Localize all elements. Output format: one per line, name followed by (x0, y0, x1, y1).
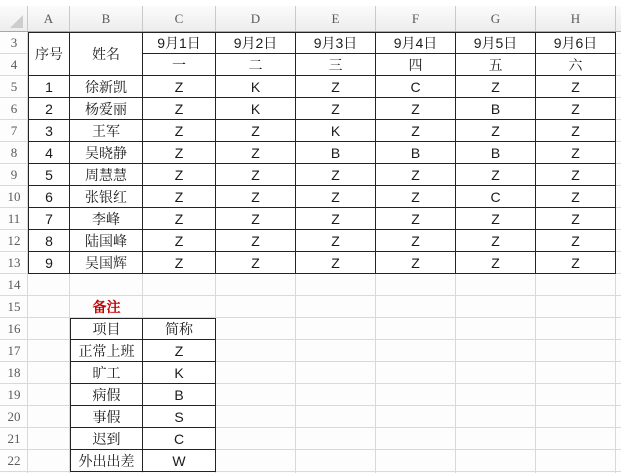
row-header[interactable]: 19 (7, 387, 21, 402)
serial-cell[interactable]: 5 (28, 164, 70, 186)
legend-abbr-cell[interactable]: S (143, 406, 216, 428)
legend-item-cell[interactable]: 外出出差 (70, 450, 143, 472)
mark-cell[interactable]: C (376, 76, 456, 98)
row-header[interactable]: 5 (10, 79, 18, 94)
mark-cell[interactable]: Z (216, 164, 296, 186)
row-header[interactable]: 20 (7, 409, 21, 424)
legend-item-cell[interactable]: 迟到 (70, 428, 143, 450)
serial-header-cell[interactable]: 序号 (28, 32, 70, 76)
col-header-F[interactable]: F (376, 6, 456, 31)
row-header[interactable]: 11 (7, 211, 21, 226)
mark-cell[interactable]: Z (296, 252, 376, 274)
legend-item-header-cell[interactable]: 项目 (70, 318, 143, 340)
mark-cell[interactable]: C (456, 186, 536, 208)
date-cell[interactable]: 9月5日 (456, 32, 536, 54)
mark-cell[interactable]: Z (376, 230, 456, 252)
col-header-E[interactable]: E (296, 6, 376, 31)
mark-cell[interactable]: Z (456, 120, 536, 142)
date-cell[interactable]: 9月3日 (296, 32, 376, 54)
mark-cell[interactable]: Z (536, 76, 616, 98)
mark-cell[interactable]: K (216, 76, 296, 98)
weekday-cell[interactable]: 五 (456, 54, 536, 76)
row-header[interactable]: 21 (7, 431, 21, 446)
legend-item-cell[interactable]: 正常上班 (70, 340, 143, 362)
name-cell[interactable]: 周慧慧 (70, 164, 143, 186)
mark-cell[interactable]: Z (296, 98, 376, 120)
serial-cell[interactable]: 3 (28, 120, 70, 142)
name-cell[interactable]: 吴晓静 (70, 142, 143, 164)
column-header-filler (616, 6, 621, 31)
mark-cell[interactable]: Z (143, 186, 216, 208)
select-all-triangle-icon (10, 15, 23, 28)
mark-cell[interactable]: Z (216, 230, 296, 252)
serial-cell[interactable]: 9 (28, 252, 70, 274)
serial-cell[interactable]: 2 (28, 98, 70, 120)
mark-cell[interactable]: Z (536, 252, 616, 274)
name-cell[interactable]: 李峰 (70, 208, 143, 230)
legend-abbr-header-cell[interactable]: 简称 (143, 318, 216, 340)
serial-cell[interactable]: 6 (28, 186, 70, 208)
legend-abbr-cell[interactable]: K (143, 362, 216, 384)
mark-cell[interactable]: Z (376, 98, 456, 120)
row-header[interactable]: 9 (10, 167, 18, 182)
serial-cell[interactable]: 7 (28, 208, 70, 230)
mark-cell[interactable]: Z (143, 208, 216, 230)
mark-cell[interactable]: Z (143, 120, 216, 142)
row-header[interactable]: 14 (7, 277, 21, 292)
row-header[interactable]: 17 (7, 343, 21, 358)
row-header[interactable]: 13 (7, 255, 21, 270)
mark-cell[interactable]: Z (216, 120, 296, 142)
mark-cell[interactable]: B (376, 142, 456, 164)
select-all-corner[interactable] (0, 6, 28, 31)
mark-cell[interactable]: Z (296, 76, 376, 98)
row-header[interactable]: 10 (7, 189, 21, 204)
col-header-C[interactable]: C (143, 6, 216, 31)
row-header[interactable]: 6 (10, 101, 18, 116)
mark-cell[interactable]: K (216, 98, 296, 120)
name-cell[interactable]: 陆国峰 (70, 230, 143, 252)
name-cell[interactable]: 王军 (70, 120, 143, 142)
mark-cell[interactable]: Z (536, 142, 616, 164)
mark-cell[interactable]: B (296, 142, 376, 164)
row-header[interactable]: 12 (7, 233, 21, 248)
mark-cell[interactable]: Z (143, 76, 216, 98)
date-cell[interactable]: 9月2日 (216, 32, 296, 54)
legend-abbr-cell[interactable]: Z (143, 340, 216, 362)
mark-cell[interactable]: Z (143, 164, 216, 186)
mark-cell[interactable]: Z (376, 120, 456, 142)
name-cell[interactable]: 吴国辉 (70, 252, 143, 274)
mark-cell[interactable]: Z (536, 186, 616, 208)
weekday-cell[interactable]: 四 (376, 54, 456, 76)
mark-cell[interactable]: Z (456, 252, 536, 274)
mark-cell[interactable]: Z (143, 98, 216, 120)
mark-cell[interactable]: Z (456, 230, 536, 252)
mark-cell[interactable]: Z (296, 230, 376, 252)
remark-title[interactable]: 备注 (92, 299, 121, 315)
legend-abbr-cell[interactable]: W (143, 450, 216, 472)
mark-cell[interactable]: Z (376, 252, 456, 274)
sheet-grid (0, 32, 621, 473)
name-cell[interactable]: 张银红 (70, 186, 143, 208)
col-header-D[interactable]: D (216, 6, 296, 31)
mark-cell[interactable]: Z (456, 164, 536, 186)
legend-item-cell[interactable]: 旷工 (70, 362, 143, 384)
mark-cell[interactable]: Z (216, 142, 296, 164)
row-header[interactable]: 3 (10, 35, 18, 50)
name-header-cell[interactable]: 姓名 (70, 32, 143, 76)
mark-cell[interactable]: K (296, 120, 376, 142)
mark-cell[interactable]: Z (216, 208, 296, 230)
legend-abbr-cell[interactable]: C (143, 428, 216, 450)
legend-abbr-cell[interactable]: B (143, 384, 216, 406)
mark-cell[interactable]: Z (296, 208, 376, 230)
col-header-H[interactable]: H (536, 6, 616, 31)
col-header-B[interactable]: B (70, 6, 143, 31)
date-cell[interactable]: 9月1日 (143, 32, 216, 54)
mark-cell[interactable]: Z (143, 252, 216, 274)
mark-cell[interactable]: B (456, 142, 536, 164)
row-header[interactable]: 7 (10, 123, 18, 138)
name-cell[interactable]: 徐新凯 (70, 76, 143, 98)
date-cell[interactable]: 9月4日 (376, 32, 456, 54)
weekday-cell[interactable]: 三 (296, 54, 376, 76)
mark-cell[interactable]: Z (376, 164, 456, 186)
mark-cell[interactable]: Z (216, 252, 296, 274)
row-header[interactable]: 18 (7, 365, 21, 380)
weekday-cell[interactable]: 六 (536, 54, 616, 76)
col-header-G[interactable]: G (456, 6, 536, 31)
serial-cell[interactable]: 4 (28, 142, 70, 164)
serial-cell[interactable]: 1 (28, 76, 70, 98)
row-header[interactable]: 15 (7, 299, 21, 314)
mark-cell[interactable]: Z (536, 230, 616, 252)
row-header[interactable]: 8 (10, 145, 18, 160)
date-cell[interactable]: 9月6日 (536, 32, 616, 54)
mark-cell[interactable]: B (456, 98, 536, 120)
mark-cell[interactable]: Z (143, 230, 216, 252)
mark-cell[interactable]: Z (536, 208, 616, 230)
mark-cell[interactable]: Z (456, 76, 536, 98)
mark-cell[interactable]: Z (376, 208, 456, 230)
mark-cell[interactable]: Z (456, 208, 536, 230)
mark-cell[interactable]: Z (216, 186, 296, 208)
column-header-row (0, 6, 621, 32)
mark-cell[interactable]: Z (536, 164, 616, 186)
row-header[interactable]: 4 (10, 57, 18, 72)
mark-cell[interactable]: Z (376, 186, 456, 208)
col-header-A[interactable]: A (28, 6, 70, 31)
mark-cell[interactable]: Z (536, 120, 616, 142)
mark-cell[interactable]: Z (296, 186, 376, 208)
weekday-cell[interactable]: 二 (216, 54, 296, 76)
mark-cell[interactable]: Z (143, 142, 216, 164)
legend-item-cell[interactable]: 病假 (70, 384, 143, 406)
row-header[interactable]: 22 (7, 453, 21, 468)
name-cell[interactable]: 杨爱丽 (70, 98, 143, 120)
mark-cell[interactable]: Z (296, 164, 376, 186)
mark-cell[interactable]: Z (536, 98, 616, 120)
row-header[interactable]: 16 (7, 321, 21, 336)
weekday-cell[interactable]: 一 (143, 54, 216, 76)
serial-cell[interactable]: 8 (28, 230, 70, 252)
legend-item-cell[interactable]: 事假 (70, 406, 143, 428)
